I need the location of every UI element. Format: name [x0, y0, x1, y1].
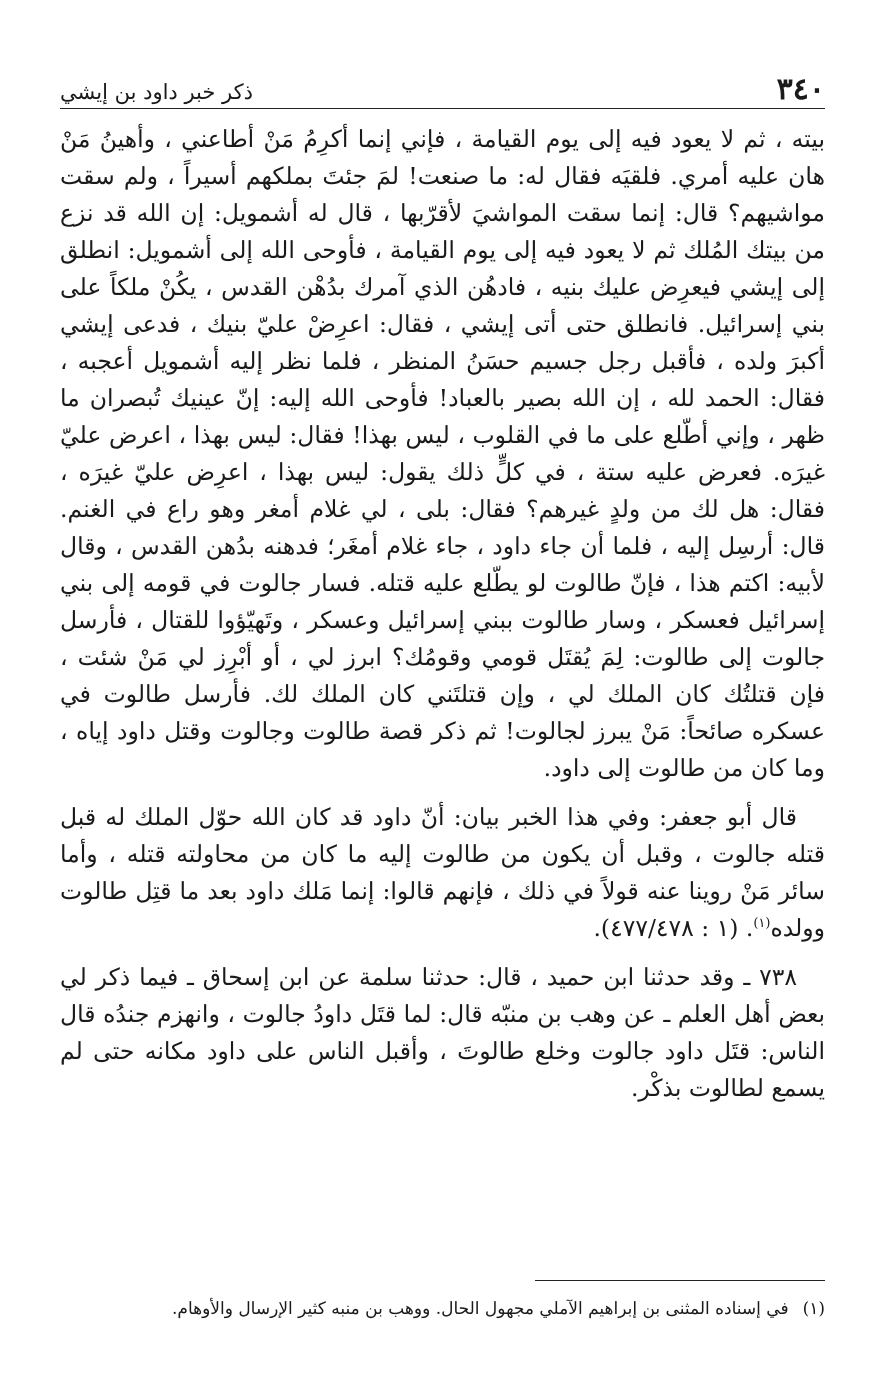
footnote-mark: (١): [802, 1299, 825, 1319]
page-header: [60, 70, 825, 109]
footnote-text: في إسناده المثنى بن إبراهيم الآملي مجهول الحال. ووهب بن منبه كثير الإرسال والأوهام.: [172, 1299, 789, 1319]
page-number: ٣٤٠: [776, 72, 825, 107]
narration-number: ٧٣٨ ـ: [743, 963, 797, 991]
source-reference: . (١ : ٤٧٧/٤٧٨).: [593, 914, 754, 942]
paragraph-2-text: قال أبو جعفر: وفي هذا الخبر بيان: أنّ داود قد كان الله حوّل الملك له قبل قتله جالوت ، وقبل أن يكون من طالوت إليه ما كان من محاولته قتله ، وأما سائر مَنْ روينا عنه قولاً في ذلك ، فإنهم قالوا: إنما مَلك داود بعد ما قتِل طالوت وولده: [60, 803, 825, 942]
main-text: [60, 121, 825, 1107]
footnote: [60, 1296, 825, 1322]
footnote-reference: (١): [753, 916, 771, 932]
running-title: ذكر خبر داود بن إيشي: [60, 80, 253, 104]
book-page: [60, 70, 825, 1370]
footnote-divider: [535, 1280, 825, 1281]
paragraph-3: [60, 959, 825, 1107]
paragraph-3-text: وقد حدثنا ابن حميد ، قال: حدثنا سلمة عن ابن إسحاق ـ فيما ذكر لي بعض أهل العلم ـ عن وهب بن منبّه قال: لما قتَل داودُ جالوت ، وانهزم جندُه قال الناس: قتَل داود جالوت وخلع طالوتَ ، وأقبل الناس على داود مكانه حتى لم يسمع لطالوت بذكْر.: [60, 963, 825, 1102]
paragraph-1: بيته ، ثم لا يعود فيه إلى يوم القيامة ، فإني إنما أكرِمُ مَنْ أطاعني ، وأهينُ مَنْ هان عليه أمري. فلقيَه فقال له: ما صنعت! لمَ جئتَ بملكهم أسيراً ، ولم سقت مواشيهم؟ قال: إنما سقت المواشيَ لأقرّبها ، قال له أشمويل: إن الله قد نزع من بيتك المُلك ثم لا يعود فيه إلى يوم القيامة ، فأوحى الله إلى أشمويل: انطلق إلى إيشي فيعرِض عليك بنيه ، فادهُن الذي آمرك بدُهْن القدس ، يكُنْ ملكاً على بني إسرائيل. فانطلق حتى أتى إيشي ، فقال: اعرِضْ عليّ بنيك ، فدعى إيشي أكبرَ ولده ، فأقبل رجل جسيم حسَنُ المنظر ، فلما نظر إليه أشمويل أعجبه ، فقال: الحمد لله ، إن الله بصير بالعباد! فأوحى الله إليه: إنّ عينيك تُبصران ما ظهر ، وإني أطّلع على ما في القلوب ، ليس بهذا! فقال: ليس بهذا ، اعرض عليّ غيرَه. فعرض عليه ستة ، في كلٍّ ذلك يقول: ليس بهذا ، اعرِض عليّ غيرَه ، فقال: هل لك من ولدٍ غيرهم؟ فقال: بلى ، لي غلام أمغر وهو راع في الغنم. قال: أرسِل إليه ، فلما أن جاء داود ، جاء غلام أمغَر؛ فدهنه بدُهن القدس ، وقال لأبيه: اكتم هذا ، فإنّ طالوت لو يطّلع عليه قتله. فسار جالوت في قومه إلى بني إسرائيل فعسكر ، وسار طالوت ببني إسرائيل وعسكر ، وتَهيّؤوا للقتال ، فأرسل جالوت إلى طالوت: لِمَ يُقتَل قومي وقومُك؟ ابرز لي ، أو أبْرِز لي مَنْ شئت ، فإن قتلتُك كان الملك لي ، وإن قتلتَني كان الملك لك. فأرسل طالوت في عسكره صائحاً: مَنْ يبرز لجالوت! ثم ذكر قصة طالوت وجالوت وقتل داود إياه ، وما كان من طالوت إلى داود.: [60, 125, 825, 782]
paragraph-2: [60, 799, 825, 947]
